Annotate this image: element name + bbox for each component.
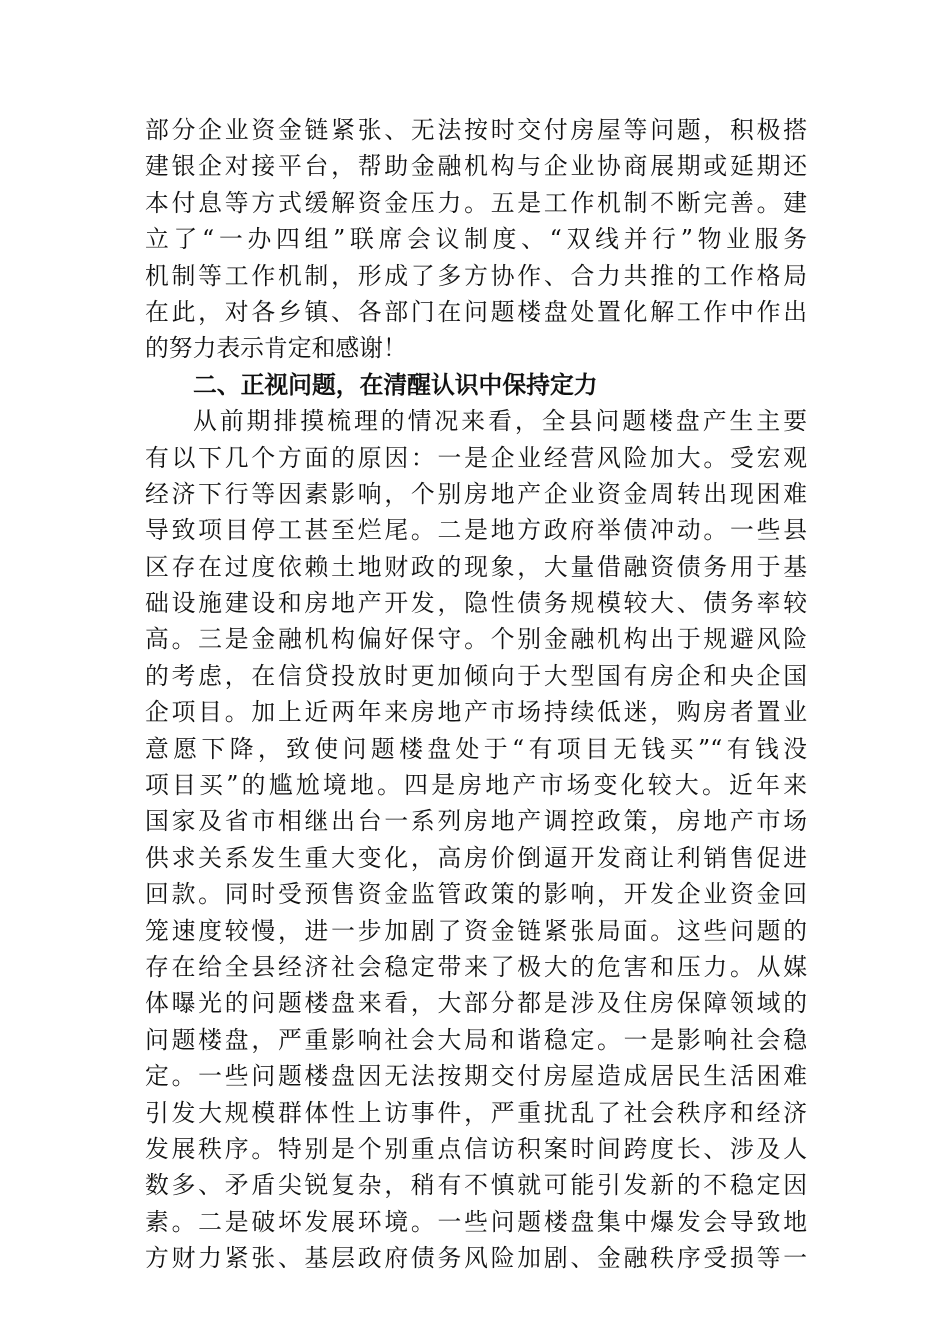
paragraph-line: 素。二是破坏发展环境。一些问题楼盘集中爆发会导致地 [145,1207,807,1236]
paragraph-line: 立了“一办四组”联席会议制度、“双线并行”物业服务 [145,225,807,254]
section-heading: 二、正视问题，在清醒认识中保持定力 [193,370,598,399]
paragraph-1 [145,112,807,367]
paragraph-line: 问题楼盘，严重影响社会大局和谐稳定。一是影响社会稳 [145,1025,807,1054]
paragraph-line: 经济下行等因素影响，个别房地产企业资金周转出现困难 [145,479,807,508]
paragraph-line: 国家及省市相继出台一系列房地产调控政策，房地产市场 [145,807,807,836]
paragraph-line: 供求关系发生重大变化，高房价倒逼开发商让利销售促进 [145,843,807,872]
paragraph-line: 项目买”的尴尬境地。四是房地产市场变化较大。近年来 [145,771,807,800]
paragraph-line: 部分企业资金链紧张、无法按时交付房屋等问题，积极搭 [145,116,807,144]
paragraph-line: 存在给全县经济社会稳定带来了极大的危害和压力。从媒 [145,952,807,981]
paragraph-line: 回款。同时受预售资金监管政策的影响，开发企业资金回 [145,880,807,909]
paragraph-line: 的努力表示肯定和感谢！ [145,334,407,363]
paragraph-line: 高。三是金融机构偏好保守。个别金融机构出于规避风险 [145,625,807,654]
paragraph-line: 有以下几个方面的原因：一是企业经营风险加大。受宏观 [145,443,807,472]
paragraph-line: 机制等工作机制，形成了多方协作、合力共推的工作格局 [145,261,807,290]
paragraph-line: 础设施建设和房地产开发，隐性债务规模较大、债务率较 [145,589,807,618]
paragraph-line: 定。一些问题楼盘因无法按期交付房屋造成居民生活困难 [145,1062,807,1091]
paragraph-line: 本付息等方式缓解资金压力。五是工作机制不断完善。建 [145,188,807,217]
paragraph-line: 数多、矛盾尖锐复杂，稍有不慎就可能引发新的不稳定因 [145,1171,807,1200]
paragraph-line: 意愿下降，致使问题楼盘处于“有项目无钱买”“有钱没 [145,734,807,763]
paragraph-line: 体曝光的问题楼盘来看，大部分都是涉及住房保障领域的 [145,989,807,1018]
paragraph-line: 发展秩序。特别是个别重点信访积案时间跨度长、涉及人 [145,1134,807,1163]
paragraph-line: 区存在过度依赖土地财政的现象，大量借融资债务用于基 [145,552,807,581]
paragraph-2 [145,403,807,1276]
paragraph-line: 建银企对接平台，帮助金融机构与企业协商展期或延期还 [145,152,807,181]
paragraph-line: 引发大规模群体性上访事件，严重扰乱了社会秩序和经济 [145,1098,807,1127]
paragraph-line: 从前期排摸梳理的情况来看，全县问题楼盘产生主要 [193,407,807,436]
paragraph-line: 的考虑，在信贷投放时更加倾向于大型国有房企和央企国 [145,661,807,690]
paragraph-line: 导致项目停工甚至烂尾。二是地方政府举债冲动。一些县 [145,516,807,545]
paragraph-line: 笼速度较慢，进一步加剧了资金链紧张局面。这些问题的 [145,916,807,945]
paragraph-line: 企项目。加上近两年来房地产市场持续低迷，购房者置业 [145,698,807,727]
paragraph-line: 方财力紧张、基层政府债务风险加剧、金融秩序受损等一 [145,1244,807,1273]
document-page [145,112,807,1277]
paragraph-line: 在此，对各乡镇、各部门在问题楼盘处置化解工作中作出 [145,297,807,326]
